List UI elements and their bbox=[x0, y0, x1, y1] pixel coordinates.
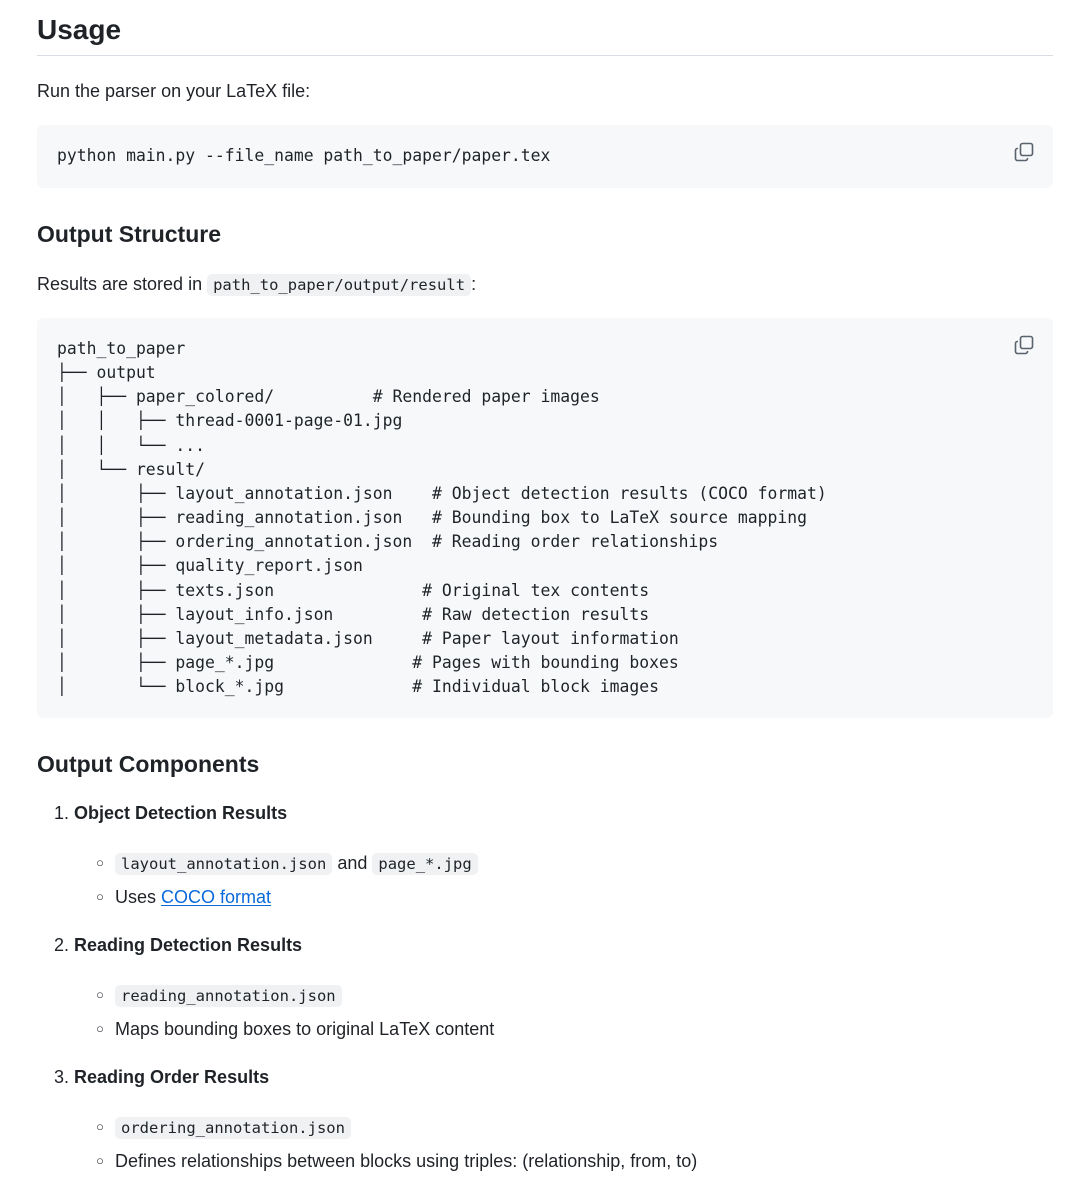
sub-list-item: Defines relationships between blocks using triples: (relationship, from, to) bbox=[115, 1151, 698, 1171]
hollow-circle-bullet-icon: ○ bbox=[96, 855, 104, 870]
item-number: 3. bbox=[54, 1067, 70, 1087]
usage-intro: Run the parser on your LaTeX file: bbox=[37, 81, 311, 101]
sub-list-item bbox=[115, 1115, 351, 1140]
output-components-heading: Output Components bbox=[37, 751, 260, 777]
output-structure-intro bbox=[37, 272, 476, 297]
output-structure-heading: Output Structure bbox=[37, 221, 221, 247]
item-number: 1. bbox=[54, 803, 70, 823]
sub-list-item bbox=[115, 983, 342, 1008]
list-item bbox=[54, 1065, 269, 1089]
hollow-circle-bullet-icon: ○ bbox=[96, 889, 104, 904]
sub-list-item bbox=[115, 851, 478, 876]
intro-suffix: : bbox=[471, 274, 477, 294]
item-title: Reading Detection Results bbox=[74, 935, 303, 955]
copy-icon[interactable] bbox=[1013, 334, 1035, 356]
result-path-code: path_to_paper/output/result bbox=[207, 274, 471, 296]
usage-heading: Usage bbox=[37, 14, 122, 45]
heading-divider bbox=[37, 55, 1053, 56]
copy-icon[interactable] bbox=[1013, 141, 1035, 163]
tree-code-block[interactable] bbox=[37, 318, 1053, 718]
sub-list-item: Maps bounding boxes to original LaTeX content bbox=[115, 1019, 495, 1039]
layout-annotation-code: layout_annotation.json bbox=[115, 853, 332, 875]
ordering-annotation-code: ordering_annotation.json bbox=[115, 1117, 351, 1139]
command-code[interactable]: python main.py --file_name path_to_paper/paper.tex bbox=[57, 146, 551, 165]
directory-tree[interactable]: path_to_paper ├── output │ ├── paper_colored/ # Rendered paper images │ │ ├── thread-0001-page-01.jpg │ │ └── ... │ └── result/ │ ├── layout_annotation.json # Object detection results (COCO format) │ ├── reading_annotation.json # Bounding box to LaTeX source mapping │ ├── ordering_annotation.json # Reading order relationships │ ├── quality_report.json │ ├── texts.json # Original tex contents │ ├── layout_info.json # Raw detection results │ ├── layout_metadata.json # Paper layout information │ ├── page_*.jpg # Pages with bounding boxes │ └── block_*.jpg # Individual block images bbox=[57, 339, 827, 697]
sub-list-item bbox=[115, 885, 271, 909]
list-item bbox=[54, 801, 287, 825]
item-title: Object Detection Results bbox=[74, 803, 288, 823]
intro-prefix: Results are stored in bbox=[37, 274, 203, 294]
hollow-circle-bullet-icon: ○ bbox=[96, 987, 104, 1002]
uses-text: Uses bbox=[115, 887, 157, 907]
item-number: 2. bbox=[54, 935, 70, 955]
item-title: Reading Order Results bbox=[74, 1067, 270, 1087]
coco-format-link[interactable]: COCO format bbox=[161, 887, 272, 907]
command-code-block[interactable] bbox=[37, 125, 1053, 188]
connector-text: and bbox=[337, 853, 368, 873]
list-item bbox=[54, 933, 302, 957]
hollow-circle-bullet-icon: ○ bbox=[96, 1153, 104, 1168]
hollow-circle-bullet-icon: ○ bbox=[96, 1119, 104, 1134]
page-jpg-code: page_*.jpg bbox=[372, 853, 477, 875]
reading-annotation-code: reading_annotation.json bbox=[115, 985, 342, 1007]
hollow-circle-bullet-icon: ○ bbox=[96, 1021, 104, 1036]
